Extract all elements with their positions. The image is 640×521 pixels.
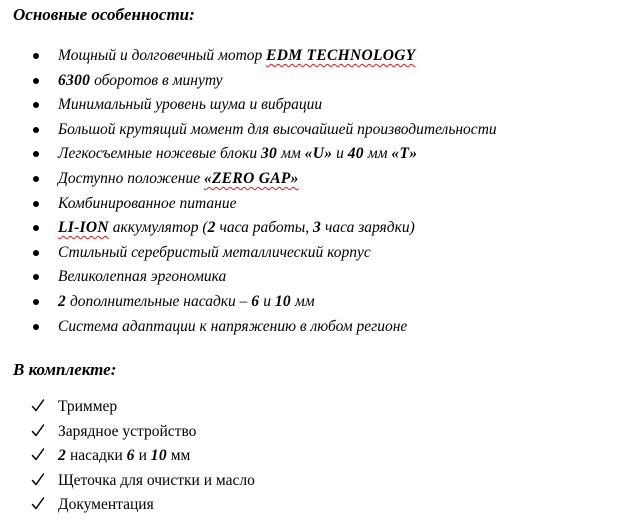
text-segment: мм [290, 292, 315, 310]
text-segment: 10 [150, 447, 167, 464]
bullet-dot-icon [33, 102, 39, 108]
feature-item-text [58, 268, 226, 286]
text-segment: 2 [207, 219, 216, 237]
text-segment: «U» [304, 145, 333, 163]
text-segment: 6 [126, 447, 135, 464]
text-segment: Минимальный уровень шума и вибрации [58, 96, 323, 114]
text-segment: мм [363, 145, 392, 163]
text-segment: Большой крутящий момент для высочайшей производительности [58, 120, 497, 138]
text-segment: Зарядное устройство [58, 422, 197, 440]
text-segment: 30 [261, 145, 278, 163]
text-segment: 10 [274, 292, 291, 310]
text-segment: 6300 [58, 71, 91, 89]
checkmark-icon [31, 447, 45, 463]
text-segment: EDM TECHNOLOGY [266, 47, 416, 64]
text-segment: 2 [58, 447, 67, 464]
bullet-dot-icon [33, 201, 39, 207]
text-segment: и [259, 292, 275, 310]
feature-item-text [58, 47, 415, 65]
bullet-dot-icon [33, 127, 39, 133]
kit-item-text [58, 496, 154, 514]
text-segment: оборотов в минуту [90, 71, 223, 89]
text-segment: и [332, 145, 348, 163]
text-segment: часа работы, [215, 219, 314, 237]
feature-item-text [58, 318, 407, 336]
feature-item-text [58, 195, 236, 213]
text-segment: 3 [313, 219, 322, 237]
text-segment: Стильный серебристый металлический корпус [58, 243, 371, 261]
text-segment: Комбинированное питание [58, 194, 237, 212]
text-segment: Щеточка для очистки и масло [58, 471, 255, 489]
bullet-dot-icon [33, 176, 39, 182]
text-segment: аккумулятор ( [108, 219, 208, 237]
bullet-dot-icon [33, 250, 39, 256]
bullet-dot-icon [33, 53, 39, 59]
bullet-dot-icon [33, 78, 39, 84]
checkmark-icon [31, 472, 45, 488]
kit-item-text [58, 398, 117, 416]
text-segment: часа зарядки) [321, 219, 415, 237]
feature-item-text [58, 219, 415, 237]
text-segment: мм [277, 145, 305, 163]
text-segment: Доступно положение [58, 169, 204, 187]
checkmark-icon [31, 496, 45, 512]
bullet-dot-icon [33, 225, 39, 231]
text-segment: 6 [251, 292, 260, 310]
text-segment: LI-ION [58, 219, 109, 237]
checkmark-icon [31, 423, 45, 439]
feature-item-text [58, 145, 417, 163]
text-segment: Великолепная эргономика [58, 268, 227, 286]
feature-item-text [58, 96, 322, 114]
bullet-dot-icon [33, 324, 39, 330]
text-segment: «ZERO GAP» [203, 169, 299, 187]
feature-item-text [58, 72, 223, 90]
text-segment: Документация [58, 496, 154, 513]
text-segment: дополнительные насадки – [66, 292, 252, 310]
feature-item-text [58, 121, 497, 139]
text-segment: мм [166, 447, 191, 464]
kit-heading: В комплекте: [13, 360, 117, 379]
text-segment: и [134, 447, 151, 464]
features-heading: Основные особенности: [13, 5, 195, 24]
text-segment: Система адаптации к напряжению в любом регионе [58, 317, 408, 335]
text-segment: 40 [347, 145, 364, 163]
text-segment: Мощный и долговечный мотор [58, 47, 267, 64]
kit-item-text [58, 423, 196, 441]
feature-item-text [58, 170, 299, 188]
text-segment: Триммер [58, 398, 118, 415]
checkmark-icon [31, 398, 45, 414]
text-segment: насадки [66, 447, 127, 464]
feature-item-text [58, 244, 371, 262]
kit-item-text [58, 447, 190, 465]
bullet-dot-icon [33, 151, 39, 157]
text-segment: 2 [58, 292, 67, 310]
bullet-dot-icon [33, 299, 39, 305]
bullet-dot-icon [33, 274, 39, 280]
text-segment: Легкосъемные ножевые блоки [58, 145, 261, 163]
kit-item-text [58, 472, 255, 490]
feature-item-text [58, 293, 315, 311]
text-segment: «T» [391, 145, 418, 163]
